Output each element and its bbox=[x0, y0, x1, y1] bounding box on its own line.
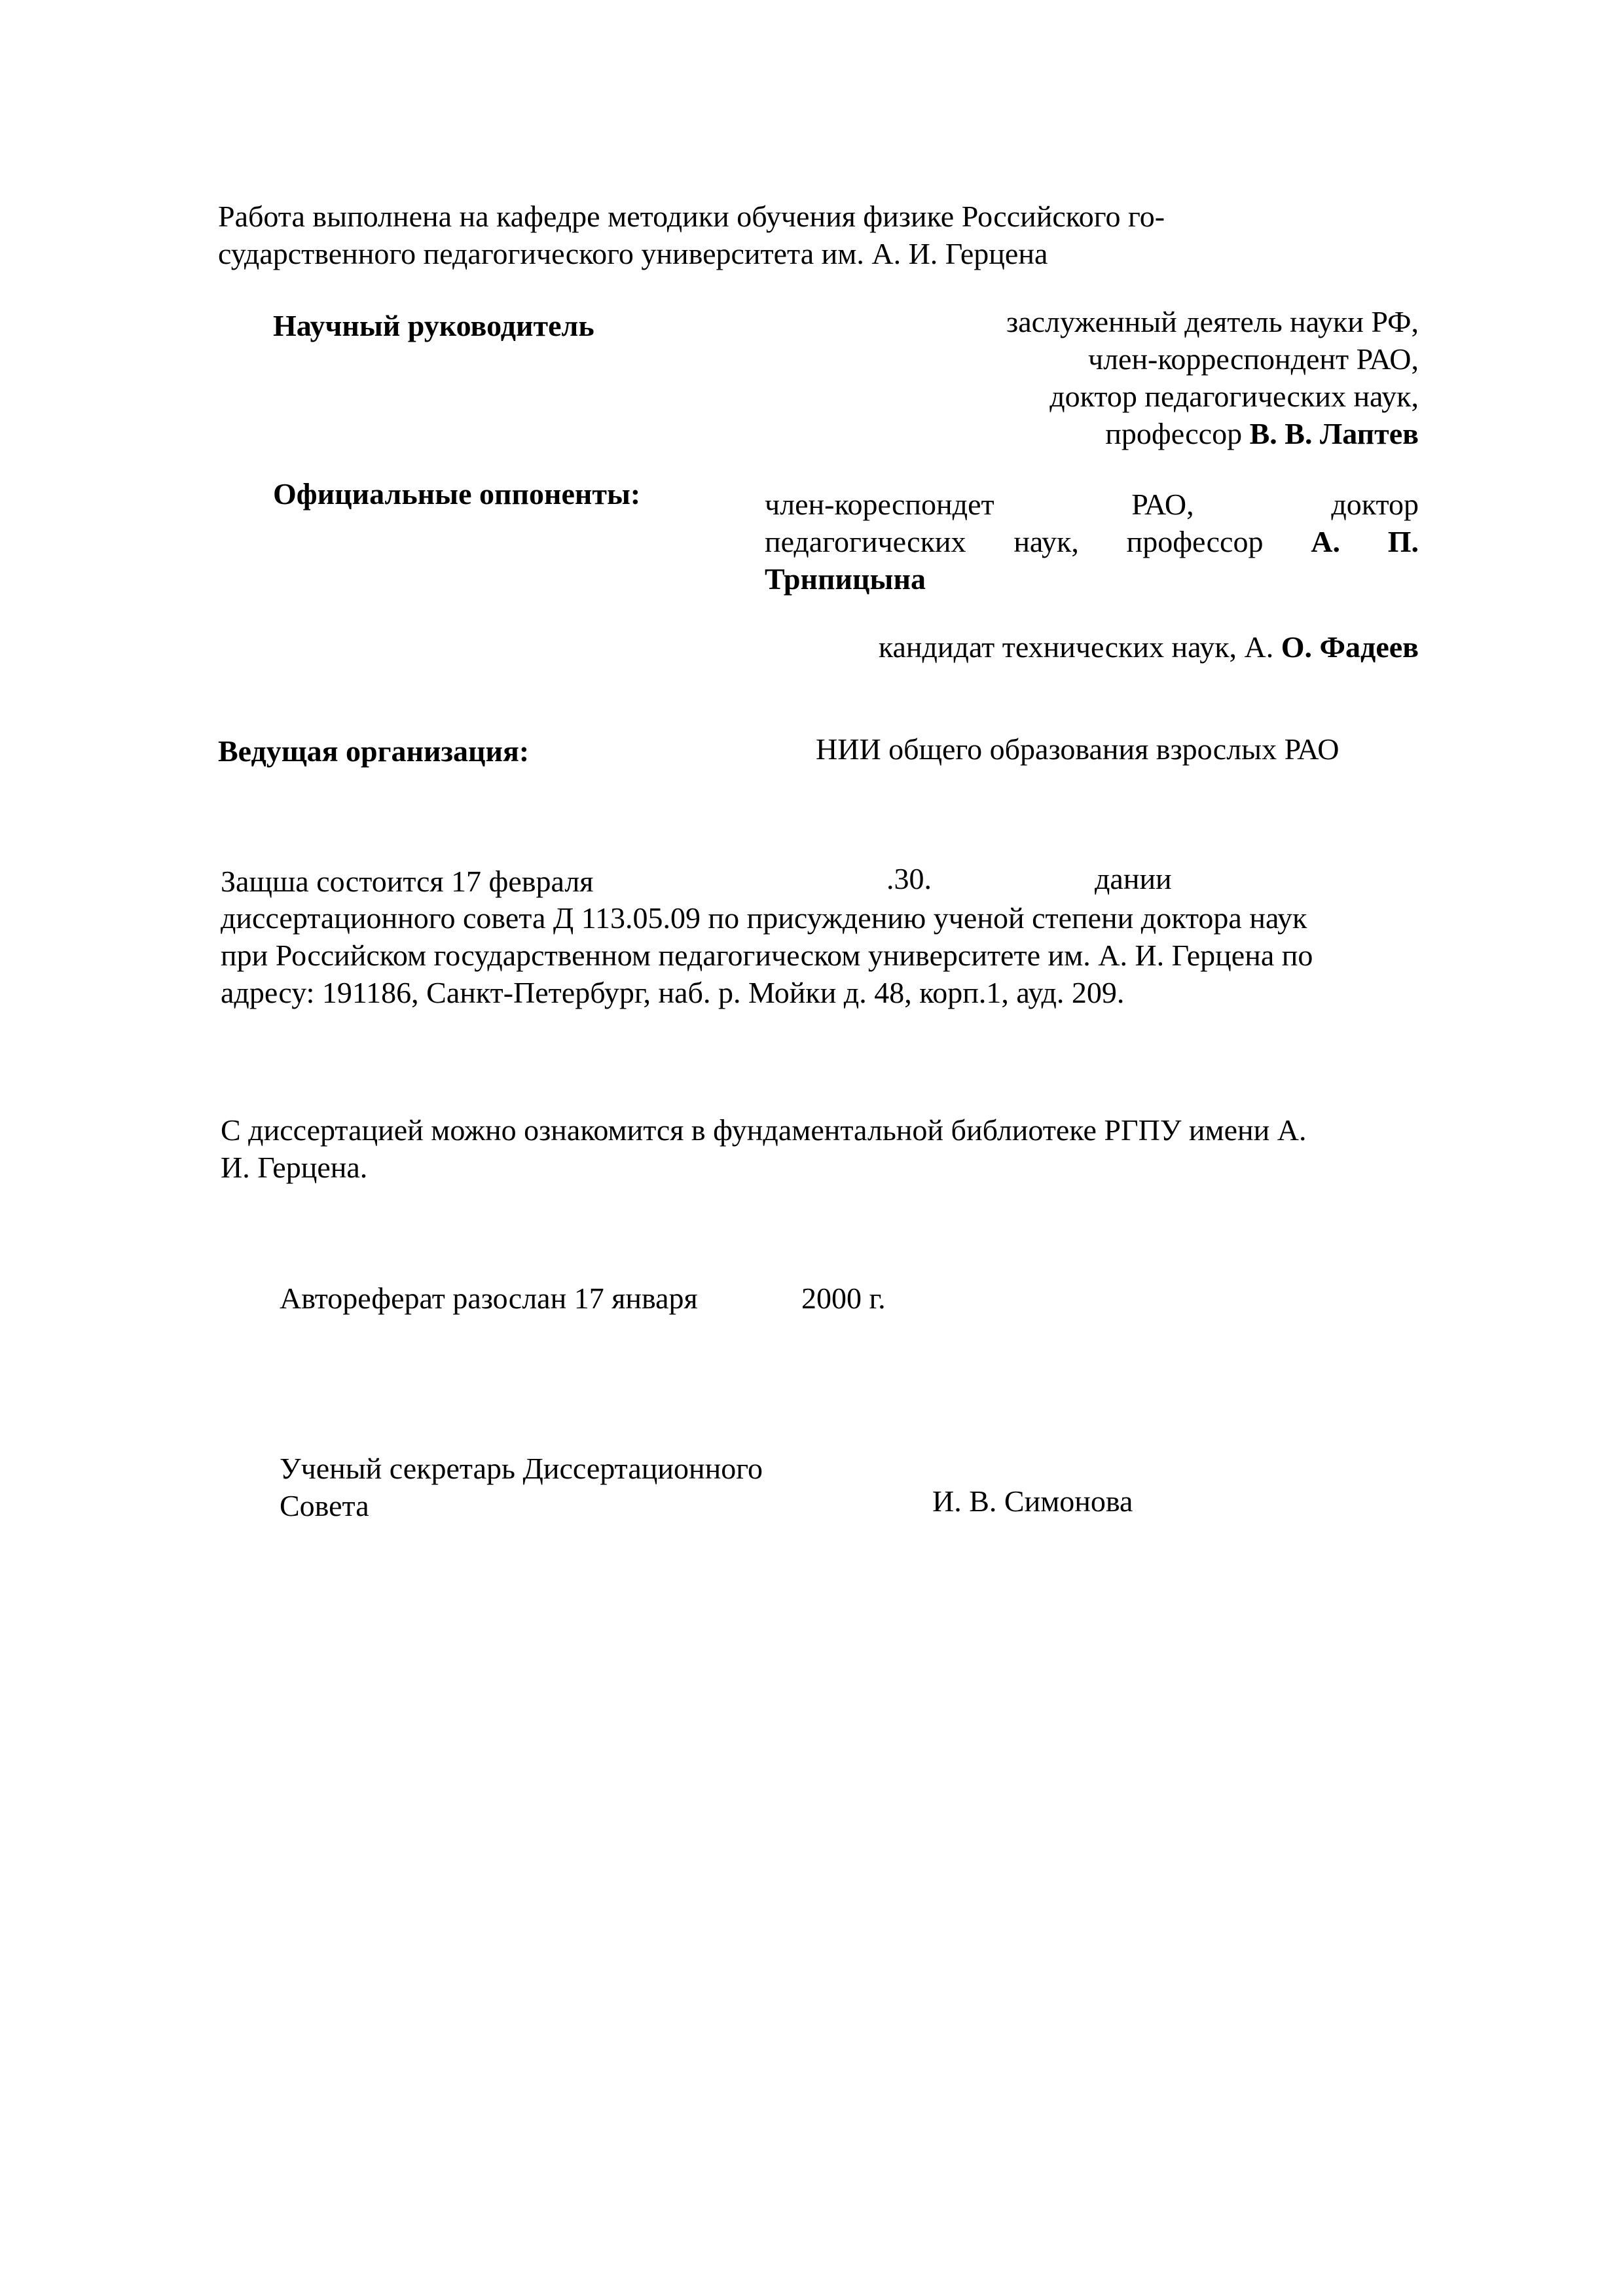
opponent-first-initial-2: П. bbox=[1387, 525, 1419, 558]
supervisor-line-2: член-корреспондент РАО, bbox=[1087, 342, 1419, 376]
opponent-first-word-5: наук, bbox=[1013, 525, 1079, 558]
secretary-line-1: Ученый секретарь Диссертационного bbox=[280, 1452, 763, 1485]
defense-paragraph bbox=[221, 899, 1313, 1011]
opponents-label: Официальные оппоненты: bbox=[273, 477, 641, 511]
opponent-first-line-2 bbox=[765, 523, 1419, 560]
leading-org-label: Ведущая организация: bbox=[218, 734, 530, 768]
defense-fragment-1: Защша состоится 17 февраля bbox=[221, 865, 594, 898]
leading-org-value: НИИ общего образования взрослых РАО bbox=[816, 732, 1340, 766]
supervisor-line-4 bbox=[1006, 415, 1419, 452]
supervisor-line-3: доктор педагогических наук, bbox=[1049, 380, 1419, 413]
opponent-first bbox=[765, 486, 1419, 598]
abstract-sent-year: 2000 г. bbox=[801, 1282, 886, 1315]
opponent-first-word-4: педагогических bbox=[765, 525, 966, 558]
defense-line-4: адресу: 191186, Санкт-Петербург, наб. р. Мойки д. 48, корп.1, ауд. 209. bbox=[221, 976, 1125, 1009]
library-line-2: И. Герцена. bbox=[221, 1151, 368, 1184]
library-line-1: С диссертацией можно ознакомится в фундаментальной библиотеке РГПУ имени А. bbox=[221, 1113, 1307, 1147]
supervisor-line-1: заслуженный деятель науки РФ, bbox=[1006, 305, 1419, 338]
opponent-first-word-1: член-кореспондет bbox=[765, 488, 994, 521]
opponent-first-word-2: РАО, bbox=[1131, 488, 1194, 521]
opponent-first-surname: Трнпицына bbox=[765, 562, 926, 596]
secretary-name: И. В. Симонова bbox=[932, 1484, 1133, 1518]
defense-fragment-2: .30. bbox=[886, 862, 932, 895]
abstract-sent-label: Автореферат разослан 17 января bbox=[280, 1282, 698, 1315]
intro-line-2: сударственного педагогического университета им. А. И. Герцена bbox=[218, 237, 1048, 270]
opponent-first-line-1 bbox=[765, 486, 1419, 523]
opponent-first-initial-1: А. bbox=[1311, 525, 1340, 558]
opponent-second bbox=[879, 628, 1419, 666]
secretary-line-2: Совета bbox=[280, 1489, 369, 1522]
opponent-second-text: кандидат технических наук, А. bbox=[878, 630, 1274, 664]
library-paragraph bbox=[221, 1111, 1307, 1186]
defense-line-2: диссертационного совета Д 113.05.09 по присуждению ученой степени доктора наук bbox=[221, 901, 1307, 935]
opponent-first-word-6: профессор bbox=[1126, 525, 1264, 558]
supervisor-name: В. В. Лаптев bbox=[1249, 417, 1419, 450]
supervisor-details bbox=[1006, 303, 1419, 452]
intro-paragraph bbox=[218, 198, 1165, 272]
intro-line-1: Работа выполнена на кафедре методики обучения физике Российского го- bbox=[218, 200, 1165, 233]
defense-fragment-3: дании bbox=[1095, 862, 1172, 895]
supervisor-label: Научный руководитель bbox=[273, 309, 594, 342]
supervisor-title: профессор bbox=[1105, 417, 1243, 450]
opponent-first-word-3: доктор bbox=[1331, 488, 1419, 521]
opponent-second-name: О. Фадеев bbox=[1281, 630, 1419, 664]
secretary-title bbox=[280, 1450, 763, 1524]
defense-line-3: при Российском государственном педагогическом университете им. А. И. Герцена по bbox=[221, 939, 1313, 972]
